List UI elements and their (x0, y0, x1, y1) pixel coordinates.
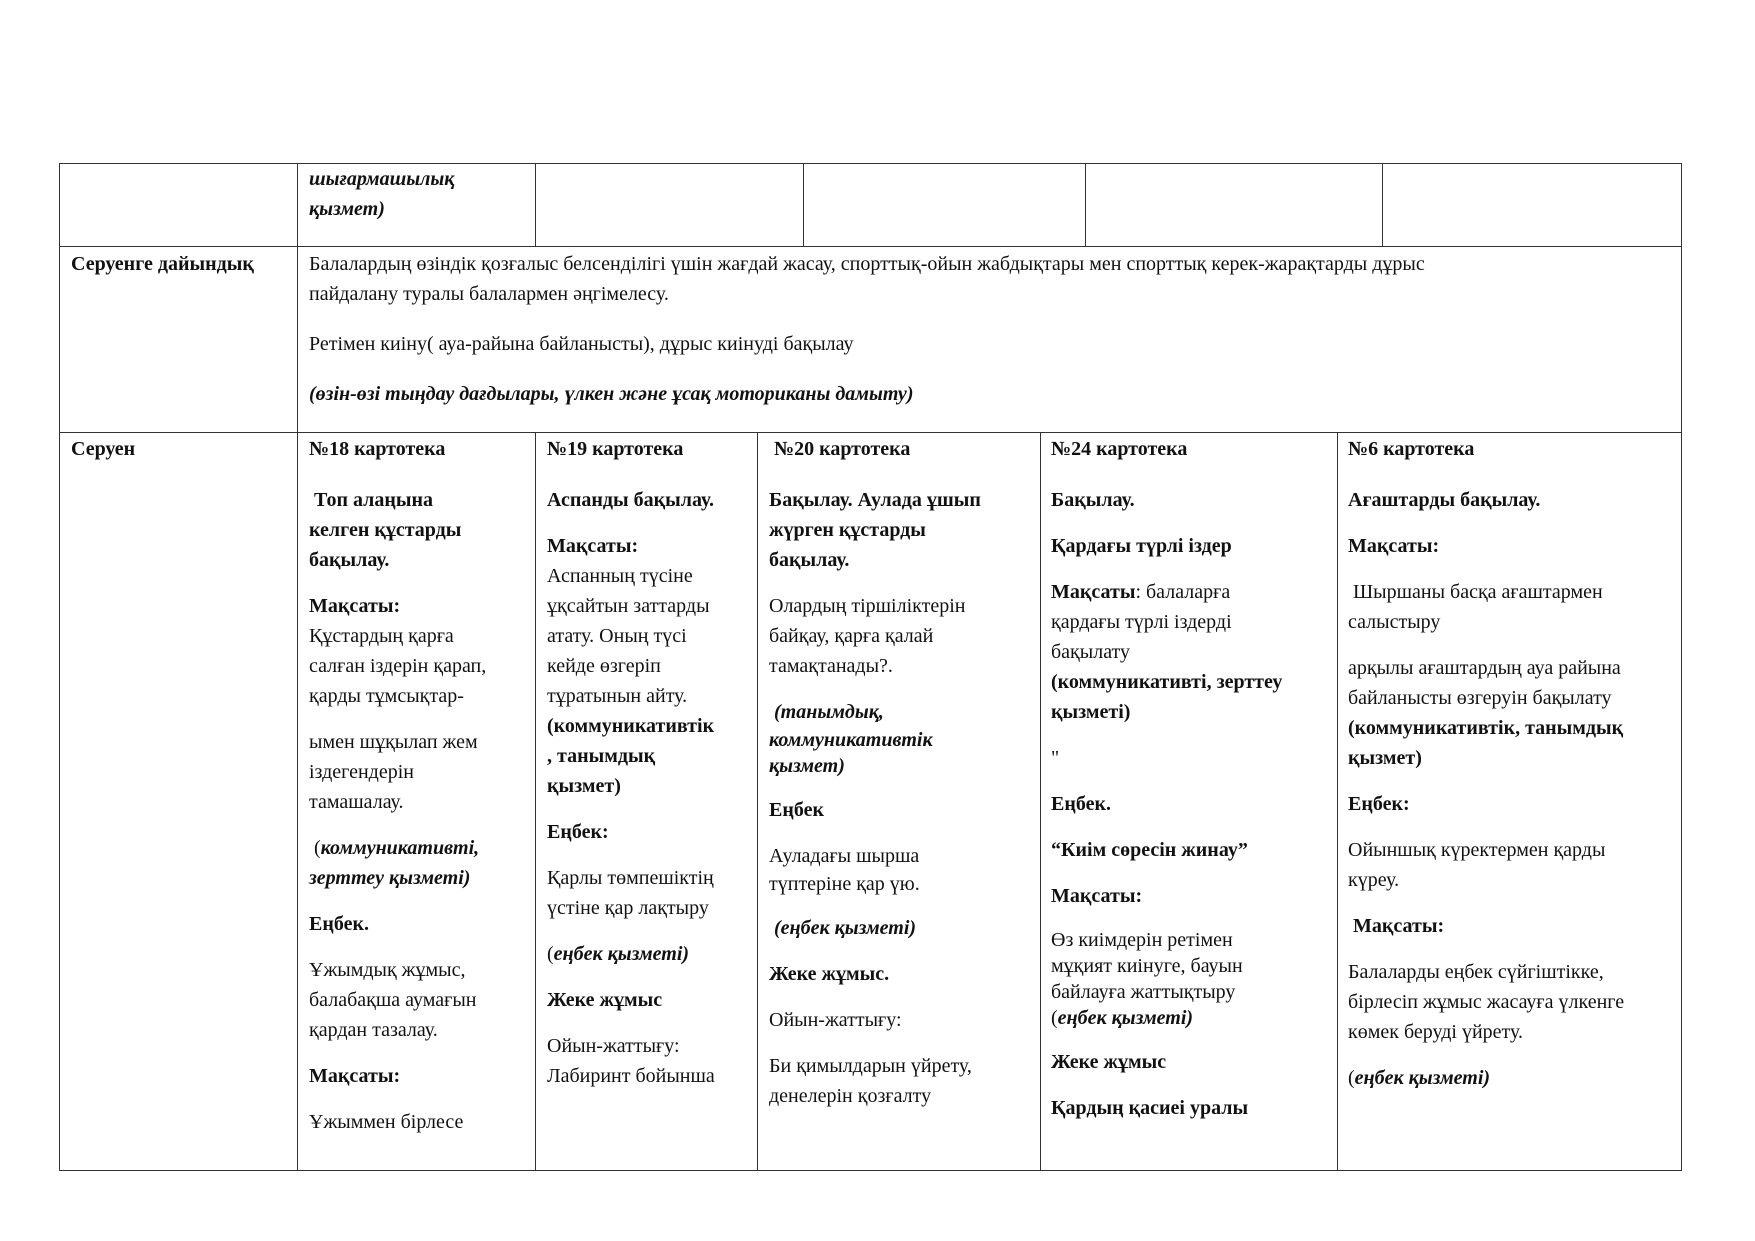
card-text: атату. Оның түсі (547, 625, 687, 647)
row0-divider-d (1382, 163, 1383, 246)
table-bottom-border (59, 1170, 1682, 1171)
card-text: Балаларды еңбек сүйгіштікке, (1348, 961, 1604, 983)
individual-work-label: Жеке жұмыс (1051, 1051, 1167, 1073)
card-text: бақылату (1051, 641, 1131, 663)
activity-type: коммуникативтік (769, 729, 933, 751)
work-label: Еңбек (769, 799, 824, 821)
prep-text-line: Ретімен киіну( ауа-райына байланысты), дұрыс киінуді бақылау (309, 333, 854, 355)
goal-label: Мақсаты: (309, 1065, 401, 1087)
card-title: №19 картотека (547, 438, 684, 460)
card-text: кейде өзгеріп (547, 655, 661, 677)
card-text: іздегендерін (309, 761, 414, 783)
row0-activity-cell (309, 164, 454, 224)
activity-type: (еңбек қызметі) (769, 917, 917, 939)
card-heading: бақылау. (309, 549, 390, 571)
card-text: мұқият киінуге, бауын (1051, 955, 1243, 977)
row0-line: шығармашылық (309, 168, 455, 190)
card-text: көмек беруді үйрету. (1348, 1021, 1524, 1043)
activity-type: еңбек қызметі) (1354, 1067, 1491, 1089)
activity-type: (коммуникативті, зерттеу (1051, 671, 1283, 693)
card-text: байқау, қарға қалай (769, 625, 934, 647)
activity-type: (коммуникативтік (547, 715, 715, 737)
individual-work-label: Жеке жұмыс (547, 989, 663, 1011)
card-text: Ойын-жаттығу: (547, 1035, 680, 1057)
card-text: Лабиринт бойынша (547, 1065, 715, 1087)
card-heading: бақылау. (769, 549, 850, 571)
card-text: Би қимылдарын үйрету, (769, 1055, 972, 1077)
card-text: Ауладағы шырша (769, 845, 920, 867)
card-heading: Топ алаңына (309, 489, 434, 511)
paren: ( (309, 837, 321, 859)
card-text: Шыршаны басқа ағаштармен (1348, 581, 1603, 603)
work-label: Еңбек. (1051, 793, 1111, 815)
card-text: ұқсайтын заттарды (547, 595, 710, 617)
game-title: “Киім сөресін жинау” (1051, 839, 1248, 861)
walk-divider-d (1337, 432, 1338, 1170)
activity-type: (коммуникативтік, танымдық (1348, 717, 1624, 739)
walk-divider-b (757, 432, 758, 1170)
row0-divider-c (1085, 163, 1086, 246)
card-text: Олардың тіршіліктерін (769, 595, 966, 617)
card-text: байлауға жаттықтыру (1051, 981, 1236, 1003)
activity-type: қызмет) (769, 755, 845, 777)
goal-label: Мақсаты: (1348, 535, 1440, 557)
prep-content (309, 249, 1669, 409)
prep-text-line: Балалардың өзіндік қозғалыс белсенділігі үшін жағдай жасау, спорттық-ойын жабдықтары мен спорттық керек-жарақтарды дұрыс (309, 253, 1425, 275)
walk-card-19 (547, 434, 753, 1091)
walk-card-20 (769, 434, 1035, 1111)
card-text: байланысты өзгеруін бақылату (1348, 687, 1612, 709)
card-text: үстіне қар лақтыру (547, 897, 709, 919)
card-heading: Аспанды бақылау. (547, 489, 714, 511)
prep-skills: (өзін-өзі тыңдау дағдылары, үлкен және ұсақ моториканы дамыту) (309, 383, 914, 405)
prep-label: Серуенге дайындық (71, 253, 254, 275)
activity-type: қызметі) (1051, 701, 1131, 723)
goal-label: Мақсаты: (1348, 915, 1445, 937)
card-text: түптеріне қар үю. (769, 873, 920, 895)
card-text: тұратынын айту. (547, 685, 688, 707)
row0-line: қызмет) (309, 198, 385, 220)
card-heading: Ағаштарды бақылау. (1348, 489, 1541, 511)
goal-label: Мақсаты: (1051, 885, 1143, 907)
work-label: Еңбек. (309, 913, 369, 935)
card-text: Аспанның түсіне (547, 565, 693, 587)
table-left-border (59, 163, 60, 1171)
activity-type: коммуникативті, (320, 837, 480, 859)
paren: ( (1051, 1007, 1058, 1029)
card-text: бірлесіп жұмыс жасауға үлкенге (1348, 991, 1625, 1013)
card-title: №6 картотека (1348, 438, 1475, 460)
card-text: тамашалау. (309, 791, 404, 813)
card-text: : балаларға (1135, 581, 1231, 603)
activity-type: еңбек қызметі) (1057, 1007, 1194, 1029)
card-heading: Бақылау. (1051, 489, 1135, 511)
card-text: қарды тұмсықтар- (309, 685, 464, 707)
prep-text-line: пайдалану туралы балалармен әңгімелесу. (309, 283, 669, 305)
card-text: салыстыру (1348, 611, 1441, 633)
card-text: арқылы ағаштардың ауа райына (1348, 657, 1621, 679)
row0-divider-a (535, 163, 536, 246)
table-top-border (59, 163, 1682, 164)
individual-work-label: Жеке жұмыс. (769, 963, 890, 985)
goal-label: Мақсаты: (309, 595, 401, 617)
goal-label: Мақсаты: (547, 535, 639, 557)
card-title: №18 картотека (309, 438, 446, 460)
card-text: Ойыншық күректермен қарды (1348, 839, 1606, 861)
row0-divider-b (803, 163, 804, 246)
card-text: денелерін қозғалту (769, 1085, 932, 1107)
card-heading: Қардағы түрлі іздер (1051, 535, 1232, 557)
card-text: күреу. (1348, 869, 1400, 891)
activity-type: еңбек қызметі) (553, 943, 690, 965)
card-heading: келген құстарды (309, 519, 462, 541)
activity-type: (танымдық, (769, 701, 884, 723)
table-right-border (1681, 163, 1682, 1171)
card-text: салған іздерін қарап, (309, 655, 487, 677)
walk-card-6 (1348, 434, 1678, 1093)
quote-mark: " (1051, 747, 1060, 769)
card-text: Құстардың қарға (309, 625, 454, 647)
card-title: №20 картотека (769, 438, 911, 460)
card-text: Қарлы төмпешіктің (547, 867, 714, 889)
activity-type: қызмет) (547, 775, 621, 797)
activity-type: , танымдық (547, 745, 656, 767)
card-text: Қардың қасиеі уралы (1051, 1097, 1249, 1119)
work-label: Еңбек: (547, 821, 609, 843)
row-divider-2 (59, 432, 1682, 433)
label-column-divider (297, 163, 298, 1171)
goal-label: Мақсаты (1051, 581, 1136, 603)
card-text: қардан тазалау. (309, 1019, 438, 1041)
card-text: Ұжымдық жұмыс, (309, 959, 466, 981)
card-heading: Бақылау. Аулада ұшып (769, 489, 981, 511)
row-divider-1 (59, 246, 1682, 247)
walk-divider-a (535, 432, 536, 1170)
card-text: тамақтанады?. (769, 655, 893, 677)
walk-card-18 (309, 434, 531, 1137)
walk-label: Серуен (71, 438, 136, 460)
card-text: қардағы түрлі іздерді (1051, 611, 1232, 633)
card-title: №24 картотека (1051, 438, 1188, 460)
activity-type: зерттеу қызметі) (309, 867, 471, 889)
card-text: Өз киімдерін ретімен (1051, 929, 1233, 951)
card-text: балабақша аумағын (309, 989, 477, 1011)
card-text: Ұжыммен бірлесе (309, 1111, 464, 1133)
paren: ( (1348, 1067, 1355, 1089)
paren: ( (547, 943, 554, 965)
card-text: ымен шұқылап жем (309, 731, 478, 753)
card-heading: жүрген құстарды (769, 519, 926, 541)
work-label: Еңбек: (1348, 793, 1410, 815)
walk-card-24 (1051, 434, 1333, 1123)
activity-type: қызмет) (1348, 747, 1422, 769)
walk-divider-c (1040, 432, 1041, 1170)
card-text: Ойын-жаттығу: (769, 1009, 902, 1031)
